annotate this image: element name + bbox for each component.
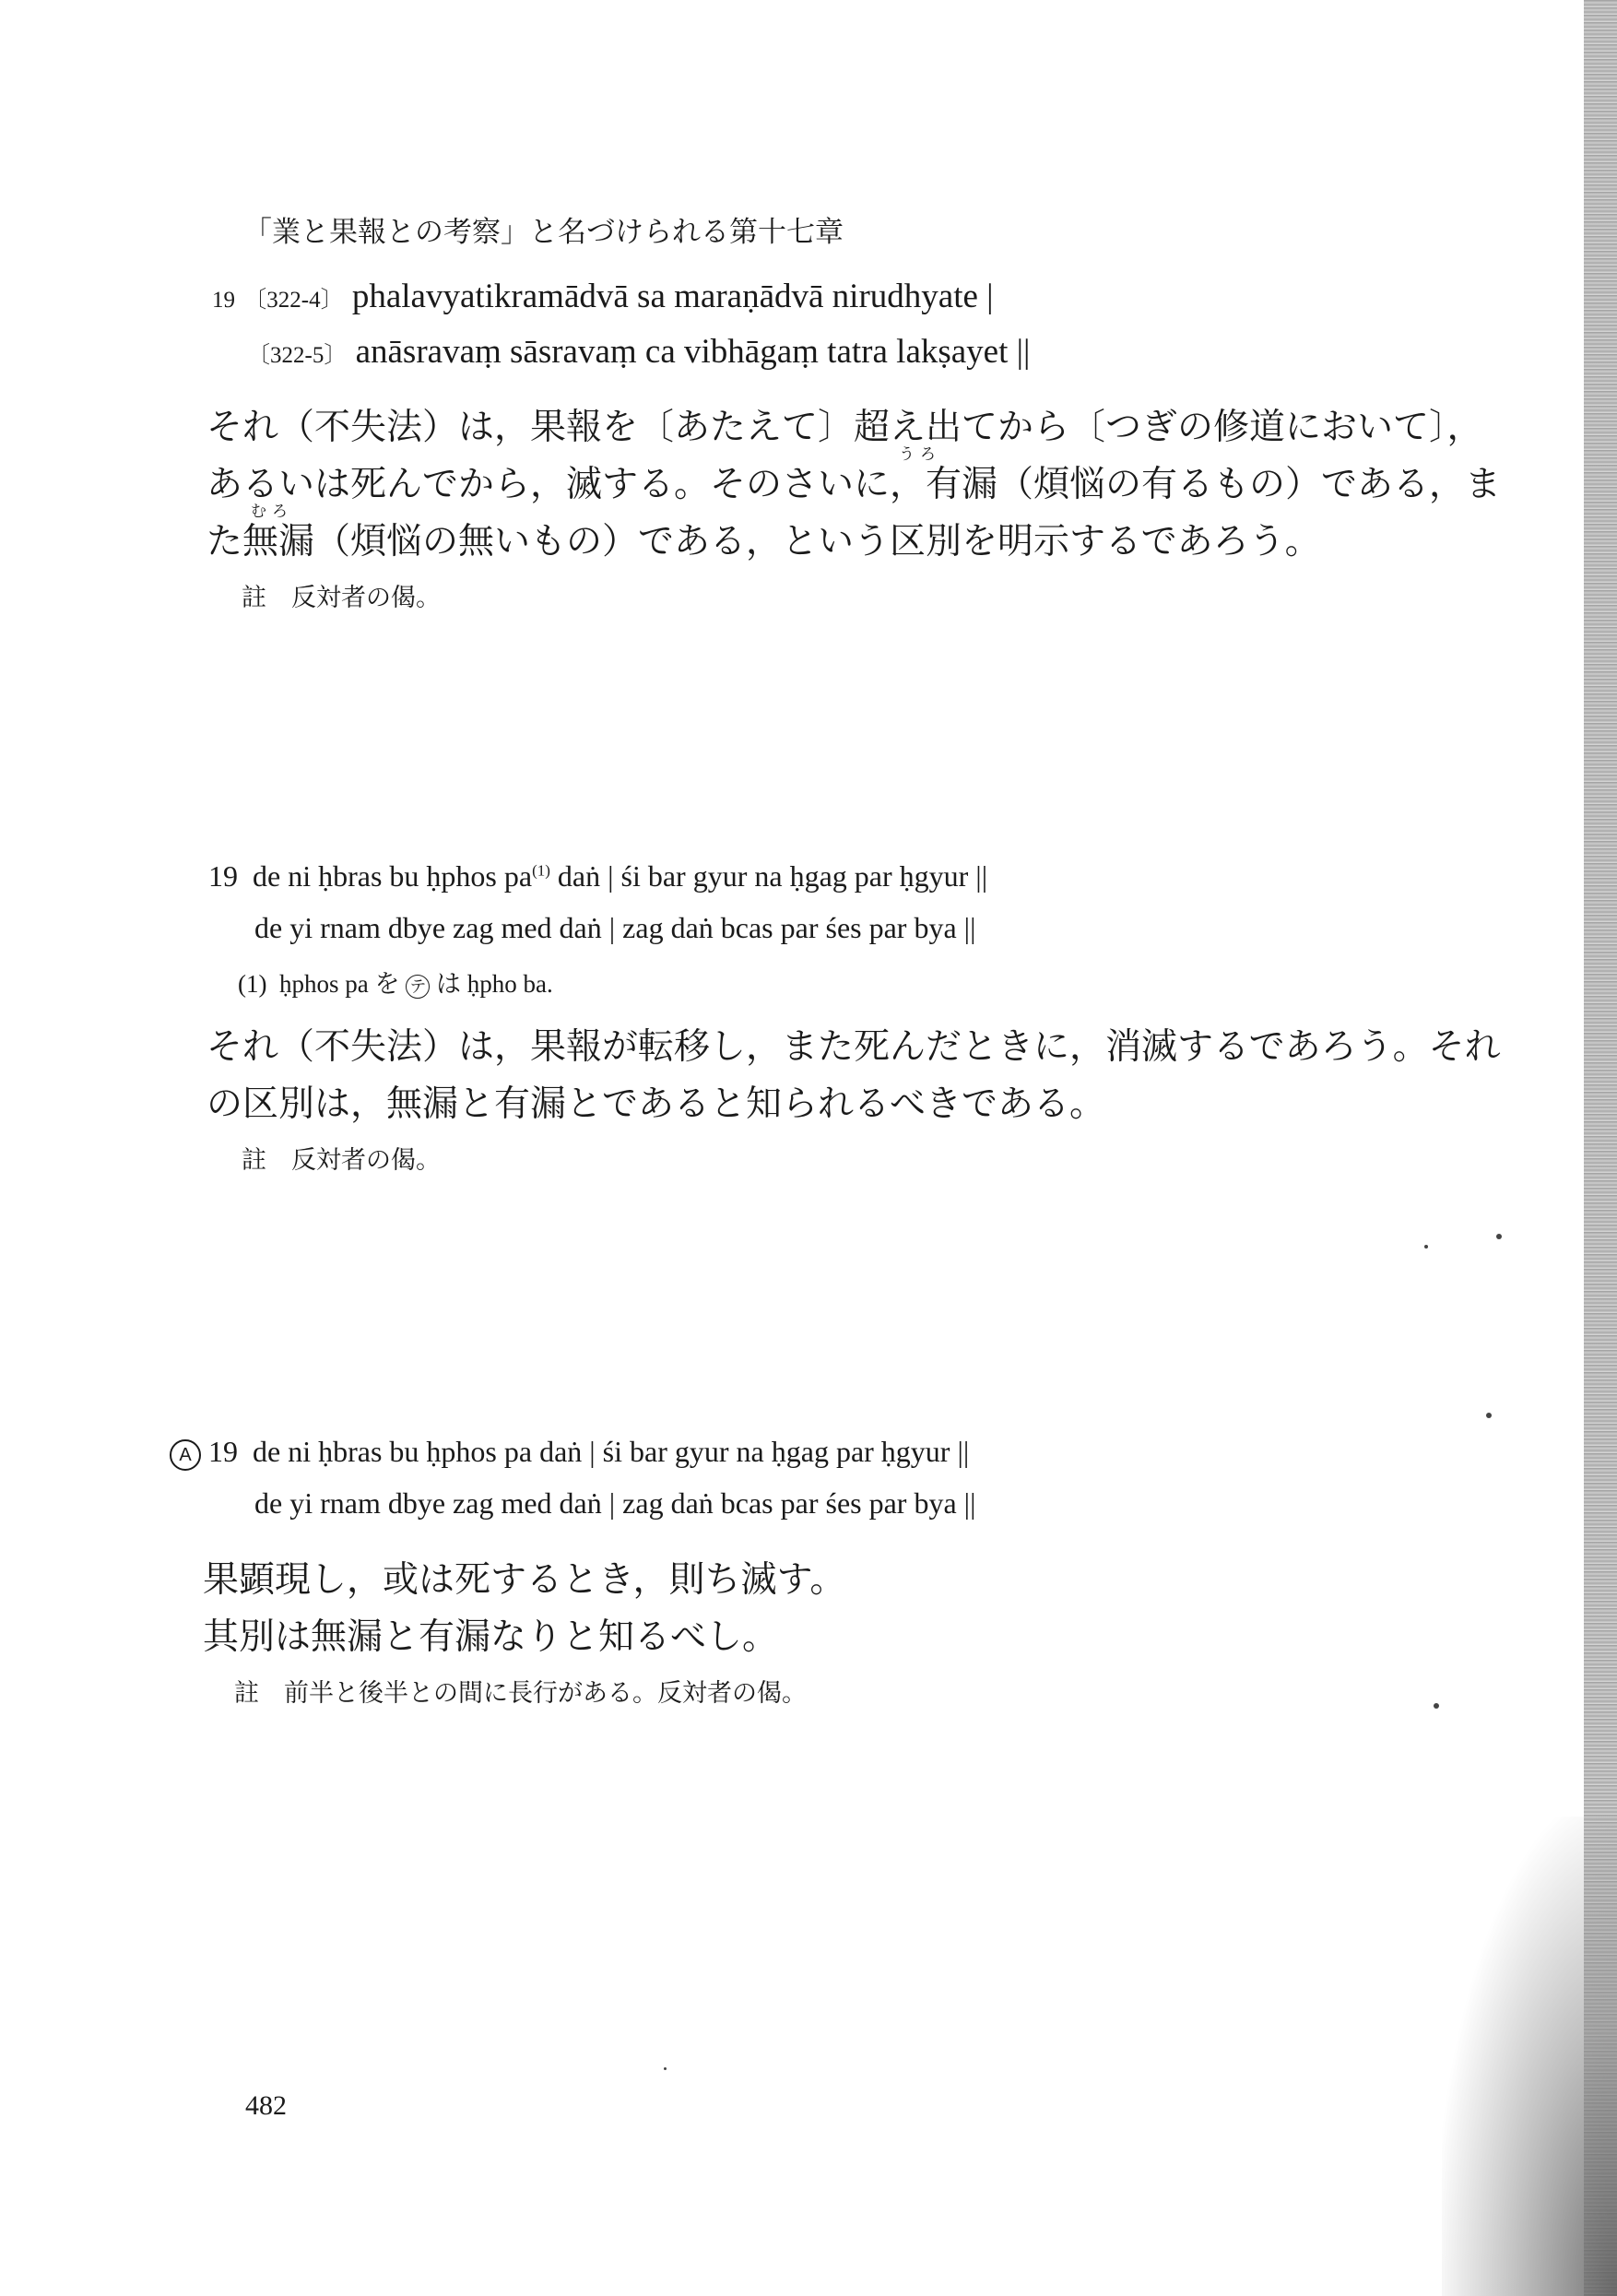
variant-text: ḥphos pa を <box>278 970 400 998</box>
edition-symbol-icon: テ <box>406 975 430 999</box>
ruby-uro: うろ <box>899 445 941 464</box>
note: 註 反対者の偈。 <box>242 1146 441 1175</box>
translation-line: それ（不失法）は，果報が転移し，また死んだときに，消滅するであろう。それ <box>207 1026 1501 1068</box>
verse-number: 19 <box>212 288 235 313</box>
kanbun-line: 果顕現し，或は死するとき，則ち滅す。 <box>203 1559 846 1601</box>
verse-number: 19 <box>208 1435 238 1468</box>
scan-speck <box>1434 1703 1439 1709</box>
tibetan-line-1 <box>208 859 987 894</box>
scan-corner-shadow <box>1442 1817 1617 2296</box>
scan-speck <box>1424 1245 1428 1249</box>
translation-line: の区別は，無漏と有漏とであると知られるべきである。 <box>207 1083 1106 1125</box>
sanskrit-line-2 <box>247 332 1030 372</box>
translation-line: た無漏（煩悩の無いもの）である，という区別を明示するであろう。 <box>207 521 1321 562</box>
chinese-line-1 <box>170 1435 969 1471</box>
sanskrit-line-1 <box>212 277 994 316</box>
tibetan-text: de ni ḥbras bu ḥphos pa <box>253 859 533 893</box>
footnote-marker: (1) <box>532 861 550 880</box>
variant-note <box>238 964 553 1000</box>
version-mark-icon: A <box>170 1439 201 1471</box>
scan-speck <box>1496 1234 1502 1239</box>
chinese-line-2: de yi rnam dbye zag med daṅ | zag daṅ bcas par śes par bya || <box>254 1486 976 1520</box>
tibetan-text: de ni ḥbras bu ḥphos pa daṅ | śi bar gyur na ḥgag par ḥgyur || <box>253 1435 970 1468</box>
sanskrit-text: phalavyatikramādvā sa maraṇādvā nirudhyate | <box>351 278 994 315</box>
footnote-number: (1) <box>238 970 267 998</box>
tibetan-text: daṅ | śi bar gyur na ḥgag par ḥgyur || <box>549 859 988 893</box>
sanskrit-text: anāsravaṃ sāsravaṃ ca vibhāgaṃ tatra lakṣayet || <box>355 333 1031 371</box>
note: 註 前半と後半との間に長行がある。反対者の偈。 <box>234 1679 807 1708</box>
verse-number: 19 <box>208 859 238 893</box>
translation-line: それ（不失法）は，果報を〔あたえて〕超え出てから〔つぎの修道において〕， <box>207 407 1483 448</box>
scan-speck <box>1486 1413 1492 1418</box>
kanbun-line: 其別は無漏と有漏なりと知るべし。 <box>203 1616 779 1658</box>
chapter-title: 「業と果報との考察」と名づけられる第十七章 <box>243 216 844 249</box>
page-number: 482 <box>245 2090 287 2121</box>
variant-text: は ḥpho ba. <box>435 970 553 998</box>
ruby-muro: むろ <box>251 503 293 521</box>
tibetan-line-2: de yi rnam dbye zag med daṅ | zag daṅ bcas par śes par bya || <box>254 911 976 944</box>
reference: 〔322-5〕 <box>247 343 348 368</box>
translation-line: あるいは死んでから，滅する。そのさいに，有漏（煩悩の有るもの）である，ま <box>207 464 1502 505</box>
scan-speck <box>664 2067 667 2070</box>
note: 註 反対者の偈。 <box>242 584 441 612</box>
reference: 〔322-4〕 <box>243 288 344 313</box>
